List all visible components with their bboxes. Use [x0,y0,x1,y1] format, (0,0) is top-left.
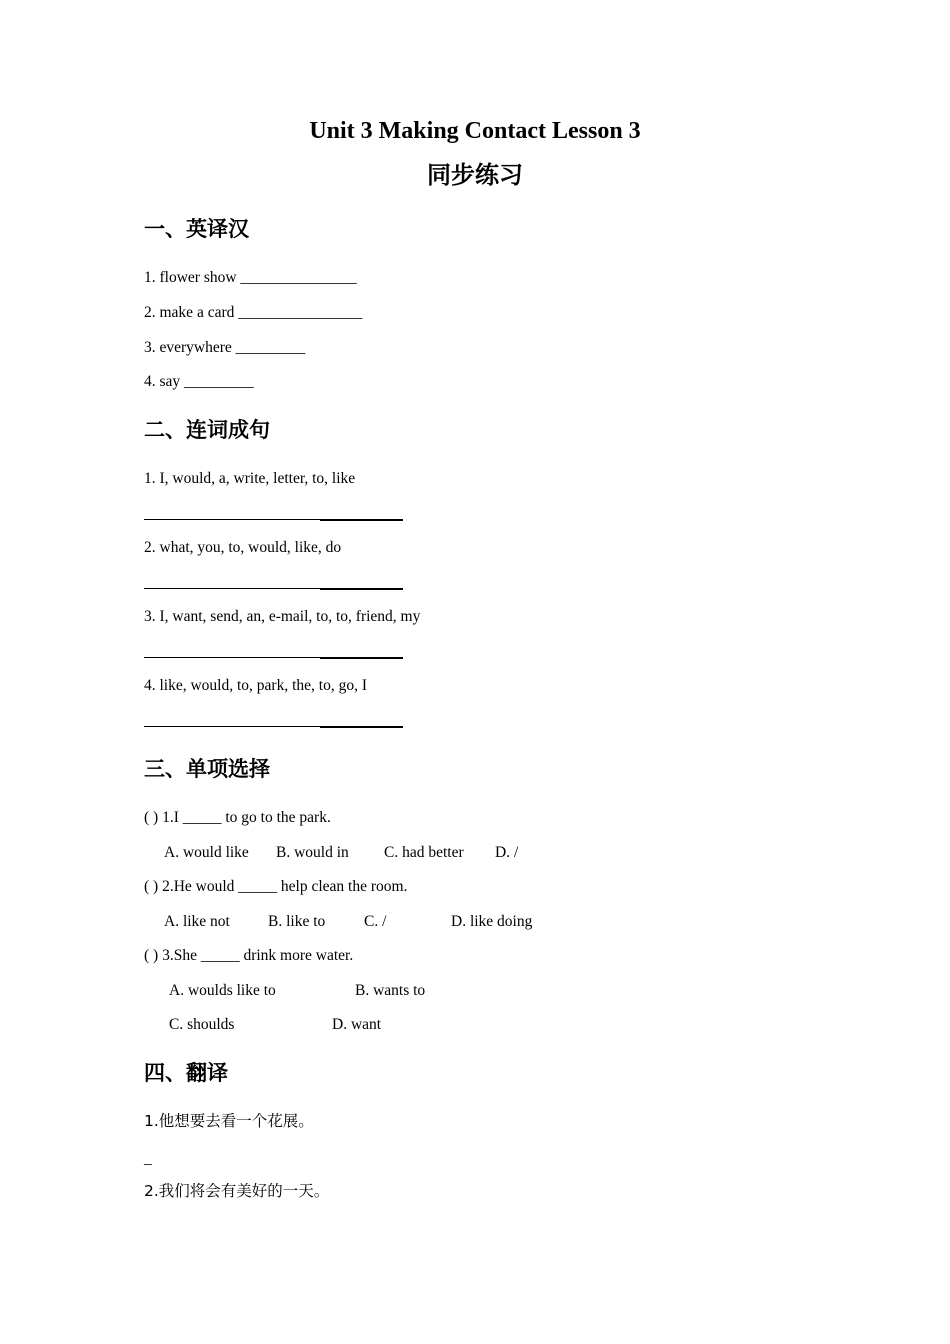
question-option: A. like not [164,913,230,930]
question-option: A. woulds like to [169,982,276,999]
question-option: B. like to [268,913,326,930]
section-heading-translation: 四、翻译 [144,1061,228,1085]
question-option: D. like doing [451,913,533,930]
answer-line [144,657,403,658]
word-order-item: 2. what, you, to, would, like, do [144,539,342,556]
word-order-item: 3. I, want, send, an, e-mail, to, to, friend, my [144,608,421,625]
question-option: D. / [495,844,519,861]
word-order-item: 4. like, would, to, park, the, to, go, I [144,677,367,694]
answer-line [144,519,403,520]
section-heading-sentence-building: 二、连词成句 [144,418,270,442]
vocab-item: 1. flower show _______________ [144,269,357,286]
vocab-item: 4. say _________ [144,373,254,390]
vocab-item: 2. make a card ________________ [144,304,363,321]
translation-item: 2.我们将会有美好的一天。 [144,1182,330,1200]
page-subtitle: 同步练习 [427,161,523,189]
question-option: B. wants to [355,982,426,999]
question-option: B. would in [276,844,349,861]
question-stem: ( ) 2.He would _____ help clean the room. [144,878,408,895]
translation-item: 1.他想要去看一个花展。 [144,1112,314,1130]
question-stem: ( ) 3.She _____ drink more water. [144,947,354,964]
page-title: Unit 3 Making Contact Lesson 3 [309,118,641,144]
question-option: D. want [332,1016,382,1033]
question-stem: ( ) 1.I _____ to go to the park. [144,809,331,826]
question-option: C. shoulds [169,1016,235,1033]
answer-line [144,588,403,589]
answer-blank: _ [144,1150,152,1167]
section-heading-translate-en-cn: 一、英译汉 [144,217,249,241]
section-heading-multiple-choice: 三、单项选择 [144,757,270,781]
question-option: C. had better [384,844,464,861]
answer-line [144,726,403,727]
vocab-item: 3. everywhere _________ [144,339,306,356]
word-order-item: 1. I, would, a, write, letter, to, like [144,470,356,487]
question-option: A. would like [164,844,249,861]
question-option: C. / [364,913,387,930]
